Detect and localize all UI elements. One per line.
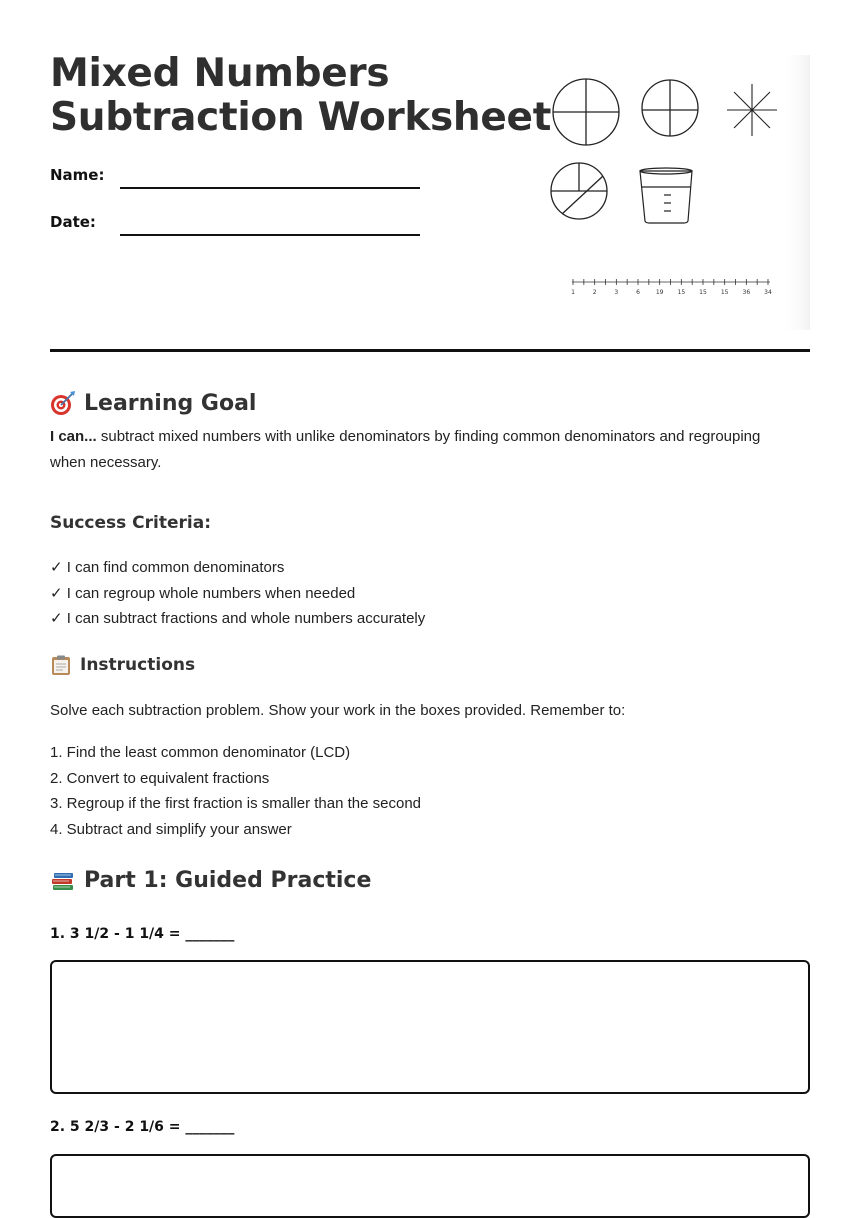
name-label: Name: — [50, 166, 105, 184]
success-criteria-item: ✓ I can regroup whole numbers when needed — [50, 584, 356, 602]
circle-slices-icon — [551, 163, 607, 219]
number-line-label: 34 — [764, 289, 772, 296]
number-line-label: 1 — [571, 289, 575, 296]
target-icon — [50, 390, 76, 416]
problem-1: 1. 3 1/2 - 1 1/4 = _______ — [50, 926, 235, 942]
instruction-step: 3. Regroup if the first fraction is smaller than the second — [50, 795, 422, 813]
i-can-prefix: I can... — [50, 428, 97, 445]
measuring-cup-icon — [640, 168, 692, 223]
number-line-label: 2 — [592, 289, 597, 296]
header-divider — [50, 349, 810, 352]
instruction-step: 2. Convert to equivalent fractions — [50, 769, 270, 787]
success-criteria-title: Success Criteria: — [50, 513, 212, 533]
title-line-2: Subtraction Worksheet — [50, 95, 552, 140]
circle-quarters-icon — [553, 79, 619, 145]
part1-title: Part 1: Guided Practice — [84, 867, 372, 893]
i-can-text: subtract mixed numbers with unlike denominators by finding common denominators and regrouping when necessary. — [50, 428, 761, 471]
success-criteria-list — [50, 555, 425, 632]
success-criteria-item: ✓ I can find common denominators — [50, 559, 285, 576]
success-criteria-heading — [50, 513, 211, 533]
name-field[interactable] — [120, 187, 420, 189]
number-line-label: 15 — [720, 289, 729, 296]
instructions-heading — [50, 654, 195, 676]
clipboard-icon — [50, 654, 72, 676]
problem-2: 2. 5 2/3 - 2 1/6 = _______ — [50, 1119, 235, 1135]
instruction-step: 1. Find the least common denominator (LCD) — [50, 744, 351, 761]
title-line-1: Mixed Numbers — [50, 51, 390, 96]
work-box-2[interactable] — [50, 1154, 810, 1218]
success-criteria-item: ✓ I can subtract fractions and whole numbers accurately — [50, 610, 426, 628]
illustration-shadow — [780, 55, 810, 330]
number-line-label: 15 — [677, 289, 686, 296]
fraction-illustration — [540, 55, 810, 330]
instructions-intro: Solve each subtraction problem. Show your work in the boxes provided. Remember to: — [50, 702, 626, 719]
number-line-label: 15 — [699, 289, 707, 296]
books-icon — [50, 867, 76, 893]
instruction-step: 4. Subtract and simplify your answer — [50, 821, 292, 839]
number-line-label: 6 — [636, 289, 640, 296]
learning-goal-heading — [50, 390, 256, 416]
date-field[interactable] — [120, 234, 420, 236]
date-label: Date: — [50, 213, 96, 231]
worksheet-title — [50, 52, 551, 140]
star-lines-icon — [727, 84, 777, 136]
number-line-label: 36 — [742, 289, 751, 296]
learning-goal-title: Learning Goal — [84, 390, 257, 416]
learning-goal-statement — [50, 424, 790, 476]
part1-heading — [50, 867, 371, 893]
number-line-label: 19 — [655, 289, 664, 296]
instructions-steps — [50, 740, 421, 843]
instructions-title: Instructions — [80, 655, 196, 675]
number-line-label: 3 — [614, 289, 619, 296]
number-line-labels — [571, 289, 772, 296]
work-box-1[interactable] — [50, 960, 810, 1094]
circle-quarters-icon — [642, 80, 698, 136]
